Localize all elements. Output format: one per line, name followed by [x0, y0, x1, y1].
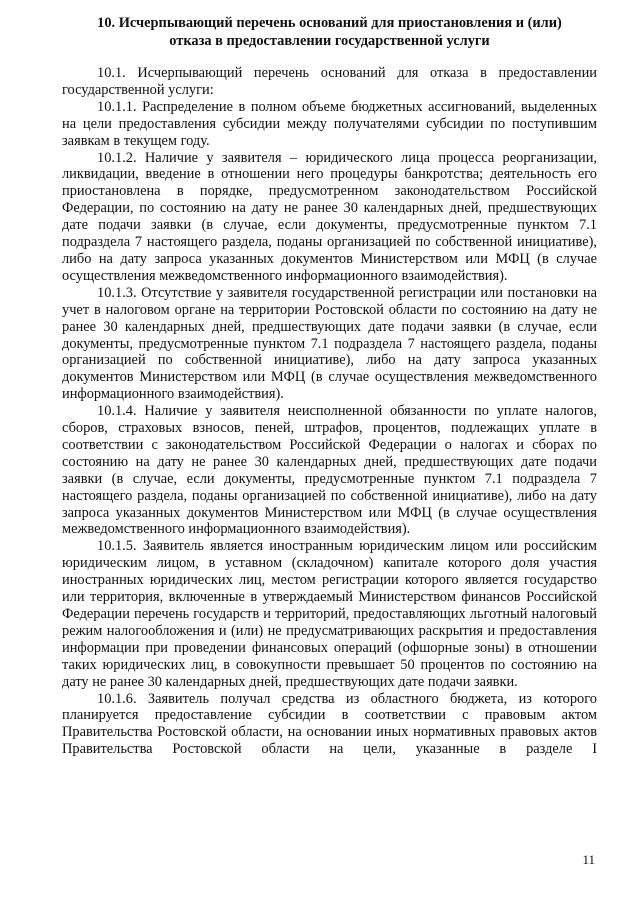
paragraph-10-1: 10.1. Исчерпывающий перечень оснований для отказа в предоставлении государственной услуги:: [62, 65, 597, 98]
paragraph-10-1-1: 10.1.1. Распределение в полном объеме бюджетных ассигнований, выделенных на цели предоставления субсидии между получателями субсидии по поступившим заявкам в текущем году.: [62, 98, 597, 149]
page-number: 11: [582, 852, 595, 867]
section-heading: [62, 14, 597, 50]
paragraph-10-1-2: 10.1.2. Наличие у заявителя – юридического лица процесса реорганизации, ликвидации, введение в отношении него процедуры банкротства; деятельность его приостановлена в порядке, предусмотренном законодательством Российской Федерации, по состоянию на дату не ранее 30 календарных дней, предшествующих дате подачи заявки (в случае, если документы, предусмотренные пунктом 7.1 подраздела 7 настоящего раздела, поданы организацией по собственной инициативе), либо на дату запроса указанных документов Министерством или МФЦ (в случае осуществления межведомственного информационного взаимодействия).: [62, 149, 597, 284]
paragraph-10-1-4: 10.1.4. Наличие у заявителя неисполненной обязанности по уплате налогов, сборов, страховых взносов, пеней, штрафов, процентов, подлежащих уплате в соответствии с законодательством Российской Федерации о налогах и сборах по состоянию на дату не ранее 30 календарных дней, предшествующих дате подачи заявки (в случае, если документы, предусмотренные пунктом 7.1 подраздела 7 настоящего раздела, поданы организацией по собственной инициативе), либо на дату запроса указанных документов Министерством или МФЦ (в случае осуществления межведомственного информационного взаимодействия).: [62, 403, 597, 538]
section-heading-line-1: 10. Исчерпывающий перечень оснований для приостановления и (или): [97, 15, 562, 31]
paragraph-10-1-3: 10.1.3. Отсутствие у заявителя государственной регистрации или постановки на учет в налоговом органе на территории Ростовской области по состоянию на дату не ранее 30 календарных дней, предшествующих дате подачи заявки (в случае, если документы, предусмотренные пунктом 7.1 подраздела 7 настоящего раздела, поданы организацией по собственной инициативе), либо на дату запроса указанных документов Министерством или МФЦ (в случае осуществления межведомственного информационного взаимодействия).: [62, 284, 597, 403]
section-heading-line-2: отказа в предоставлении государственной услуги: [169, 33, 490, 49]
paragraph-10-1-6: 10.1.6. Заявитель получал средства из областного бюджета, из которого планируется предоставление субсидии в соответствии с правовым актом Правительства Ростовской области, на основании иных нормативных правовых актов Правительства Ростовской области на цели, указанные в разделе I: [62, 690, 597, 758]
paragraph-10-1-5: 10.1.5. Заявитель является иностранным юридическим лицом или российским юридическим лицом, в уставном (складочном) капитале которого доля участия иностранных юридических лиц, местом регистрации которого является государство или территория, включенные в утверждаемый Министерством финансов Российской Федерации перечень государств и территорий, предоставляющих льготный налоговый режим налогообложения и (или) не предусматривающих раскрытия и предоставления информации при проведении финансовых операций (офшорные зоны) в отношении таких юридических лиц, в совокупности превышает 50 процентов по состоянию на дату не ранее 30 календарных дней, предшествующих дате подачи заявки.: [62, 538, 597, 690]
document-page: [62, 14, 597, 758]
